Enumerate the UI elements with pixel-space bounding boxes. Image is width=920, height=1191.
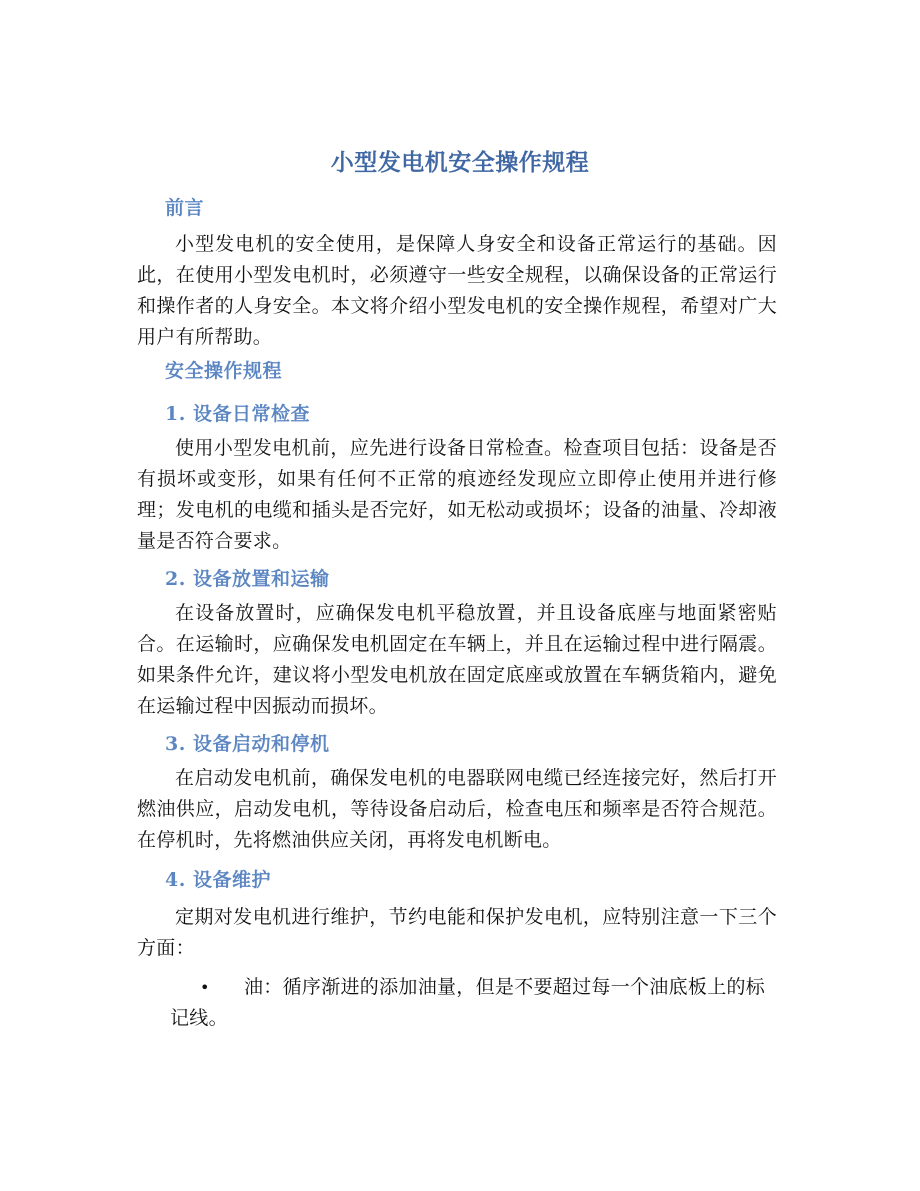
paragraph-section-1: 使用小型发电机前，应先进行设备日常检查。检查项目包括：设备是否有损坏或变形，如果有任何不正常的痕迹经发现应立即停止使用并进行修理；发电机的电缆和插头是否完好，如无松动或损坏；设备的油量、冷却液量是否符合要求。 <box>137 437 777 552</box>
heading-section-2: 2. 设备放置和运输 <box>165 568 330 590</box>
paragraph-preface: 小型发电机的安全使用，是保障人身安全和设备正常运行的基础。因此，在使用小型发电机时，必须遵守一些安全规程，以确保设备的正常运行和操作者的人身安全。本文将介绍小型发电机的安全操作规程，希望对广大用户有所帮助。 <box>137 233 777 348</box>
heading-section-4: 4. 设备维护 <box>165 869 271 891</box>
document-title: 小型发电机安全操作规程 <box>330 149 590 176</box>
bullet-list-item <box>170 972 780 1034</box>
heading-section-1: 1. 设备日常检查 <box>165 403 310 425</box>
heading-section-3: 3. 设备启动和停机 <box>165 733 330 755</box>
bullet-icon: • <box>200 978 210 997</box>
heading-preface: 前言 <box>165 197 205 219</box>
bullet-item-oil: 油：循序渐进的添加油量，但是不要超过每一个油底板上的标记线。 <box>170 976 766 1029</box>
paragraph-section-4: 定期对发电机进行维护，节约电能和保护发电机，应特别注意一下三个方面： <box>137 906 777 959</box>
paragraph-section-2: 在设备放置时，应确保发电机平稳放置，并且设备底座与地面紧密贴合。在运输时，应确保发电机固定在车辆上，并且在运输过程中进行隔震。如果条件允许，建议将小型发电机放在固定底座或放置在车辆货箱内，避免在运输过程中因振动而损坏。 <box>137 602 777 717</box>
heading-safety-rules: 安全操作规程 <box>165 360 283 382</box>
paragraph-section-3: 在启动发电机前，确保发电机的电器联网电缆已经连接完好，然后打开燃油供应，启动发电机，等待设备启动后，检查电压和频率是否符合规范。在停机时，先将燃油供应关闭，再将发电机断电。 <box>137 767 777 851</box>
